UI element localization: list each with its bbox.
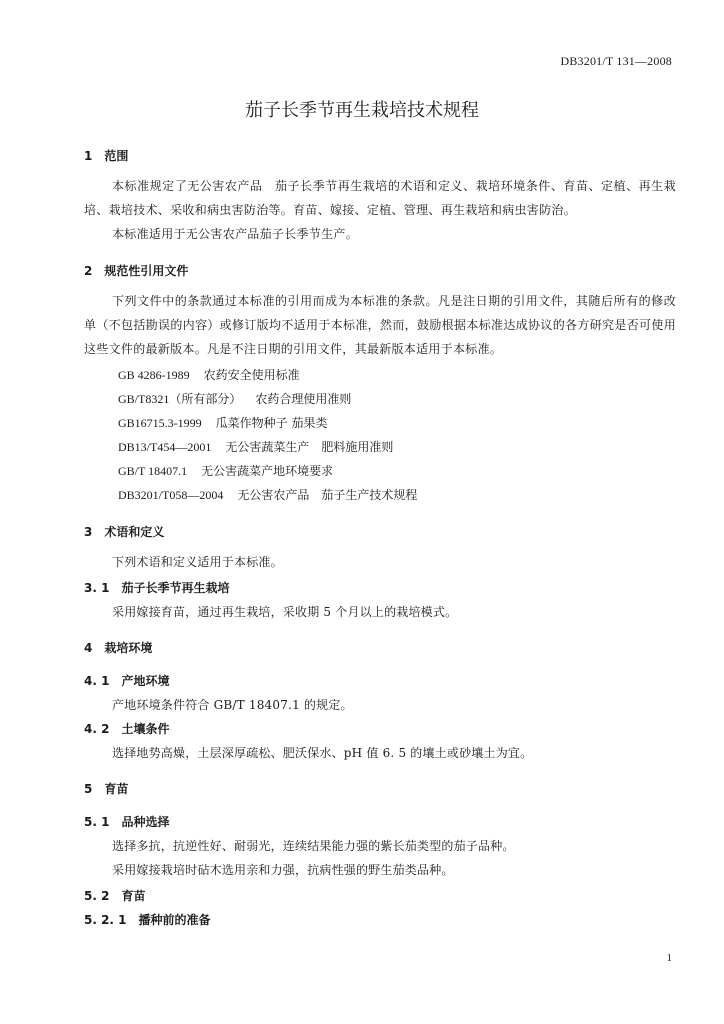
section-3-1-paragraph-1: 采用嫁接育苗，通过再生栽培，采收期 5 个月以上的栽培模式。 bbox=[112, 605, 458, 619]
section-1-heading bbox=[84, 147, 128, 164]
section-title: 育苗 bbox=[104, 782, 129, 796]
section-title: 规范性引用文件 bbox=[104, 264, 189, 278]
reference-name: 无公害蔬菜生产 肥料施用准则 bbox=[225, 440, 394, 454]
reference-item bbox=[118, 366, 300, 383]
reference-name: 农药安全使用标准 bbox=[203, 368, 300, 382]
reference-name: 无公害蔬菜产地环境要求 bbox=[201, 464, 334, 478]
document-title: 茄子长季节再生栽培技术规程 bbox=[245, 100, 479, 121]
section-number: 5. 1 bbox=[84, 815, 110, 829]
section-2-paragraph-1: 下列文件中的条款通过本标准的引用而成为本标准的条款。凡是注日期的引用文件，其随后所有的修改单（不包括勘误的内容）或修订版均不适用于本标准，然而，鼓励根据本标准达成协议的各方研究是否可使用这些文件的最新版本。凡是不注日期的引用文件，其最新版本适用于本标准。 bbox=[84, 294, 676, 356]
reference-item bbox=[118, 462, 333, 479]
section-3-heading bbox=[84, 523, 164, 540]
reference-code: GB/T8321（所有部分） bbox=[118, 392, 242, 406]
reference-code: GB/T 18407.1 bbox=[118, 464, 188, 478]
section-5-2-1-heading bbox=[84, 911, 211, 928]
page-number: 1 bbox=[666, 952, 672, 964]
section-number: 5. 2. 1 bbox=[84, 913, 127, 927]
reference-code: GB16715.3-1999 bbox=[118, 416, 202, 430]
section-4-2-heading bbox=[84, 720, 169, 737]
section-3-paragraph-1: 下列术语和定义适用于本标准。 bbox=[112, 555, 283, 569]
reference-name: 农药合理使用准则 bbox=[255, 392, 352, 406]
section-number: 4 bbox=[84, 641, 93, 655]
section-1-paragraph-2: 本标准适用于无公害农产品茄子长季节生产。 bbox=[112, 227, 359, 241]
section-number: 5. 2 bbox=[84, 889, 110, 903]
section-title: 范围 bbox=[104, 149, 129, 163]
section-5-1-paragraph-1: 选择多抗，抗逆性好、耐弱光，连续结果能力强的紫长茄类型的茄子品种。 bbox=[112, 839, 515, 853]
section-2-heading bbox=[84, 262, 188, 279]
reference-name: 瓜菜作物种子 茄果类 bbox=[215, 416, 328, 430]
section-number: 2 bbox=[84, 264, 93, 278]
section-5-heading bbox=[84, 780, 128, 797]
section-title: 育苗 bbox=[121, 889, 146, 903]
section-4-1-paragraph-1: 产地环境条件符合 GB/T 18407.1 的规定。 bbox=[112, 698, 353, 712]
reference-code: DB3201/T058—2004 bbox=[118, 488, 224, 502]
section-title: 栽培环境 bbox=[104, 641, 153, 655]
section-1-paragraph-1: 本标准规定了无公害农产品 茄子长季节再生栽培的术语和定义、栽培环境条件、育苗、定植、再生栽培、栽培技术、采收和病虫害防治等。育苗、嫁接、定植、管理、再生栽培和病虫害防治。 bbox=[84, 179, 676, 217]
section-number: 4. 2 bbox=[84, 722, 110, 736]
section-title: 茄子长季节再生栽培 bbox=[121, 581, 230, 595]
reference-name: 无公害农产品 茄子生产技术规程 bbox=[237, 488, 418, 502]
section-4-1-heading bbox=[84, 672, 169, 689]
section-number: 4. 1 bbox=[84, 674, 110, 688]
section-5-1-paragraph-2: 采用嫁接栽培时砧木选用亲和力强，抗病性强的野生茄类品种。 bbox=[112, 863, 454, 877]
section-number: 3. 1 bbox=[84, 581, 110, 595]
section-title: 术语和定义 bbox=[104, 525, 165, 539]
section-4-heading bbox=[84, 639, 152, 656]
reference-item bbox=[118, 486, 417, 503]
section-title: 土壤条件 bbox=[121, 722, 170, 736]
reference-code: GB 4286-1989 bbox=[118, 368, 190, 382]
section-title: 品种选择 bbox=[121, 815, 170, 829]
section-5-2-heading bbox=[84, 887, 145, 904]
reference-code: DB13/T454—2001 bbox=[118, 440, 212, 454]
section-3-1-heading bbox=[84, 579, 229, 596]
section-4-2-paragraph-1: 选择地势高燥，土层深厚疏松、肥沃保水、pH 值 6. 5 的壤土或砂壤土为宜。 bbox=[112, 746, 533, 760]
section-number: 1 bbox=[84, 149, 93, 163]
section-number: 5 bbox=[84, 782, 93, 796]
reference-item bbox=[118, 438, 393, 455]
reference-item bbox=[118, 390, 351, 407]
section-title: 播种前的准备 bbox=[138, 913, 211, 927]
reference-item bbox=[118, 414, 328, 431]
standard-code: DB3201/T 131—2008 bbox=[560, 54, 672, 68]
section-5-1-heading bbox=[84, 813, 169, 830]
section-title: 产地环境 bbox=[121, 674, 170, 688]
section-number: 3 bbox=[84, 525, 93, 539]
